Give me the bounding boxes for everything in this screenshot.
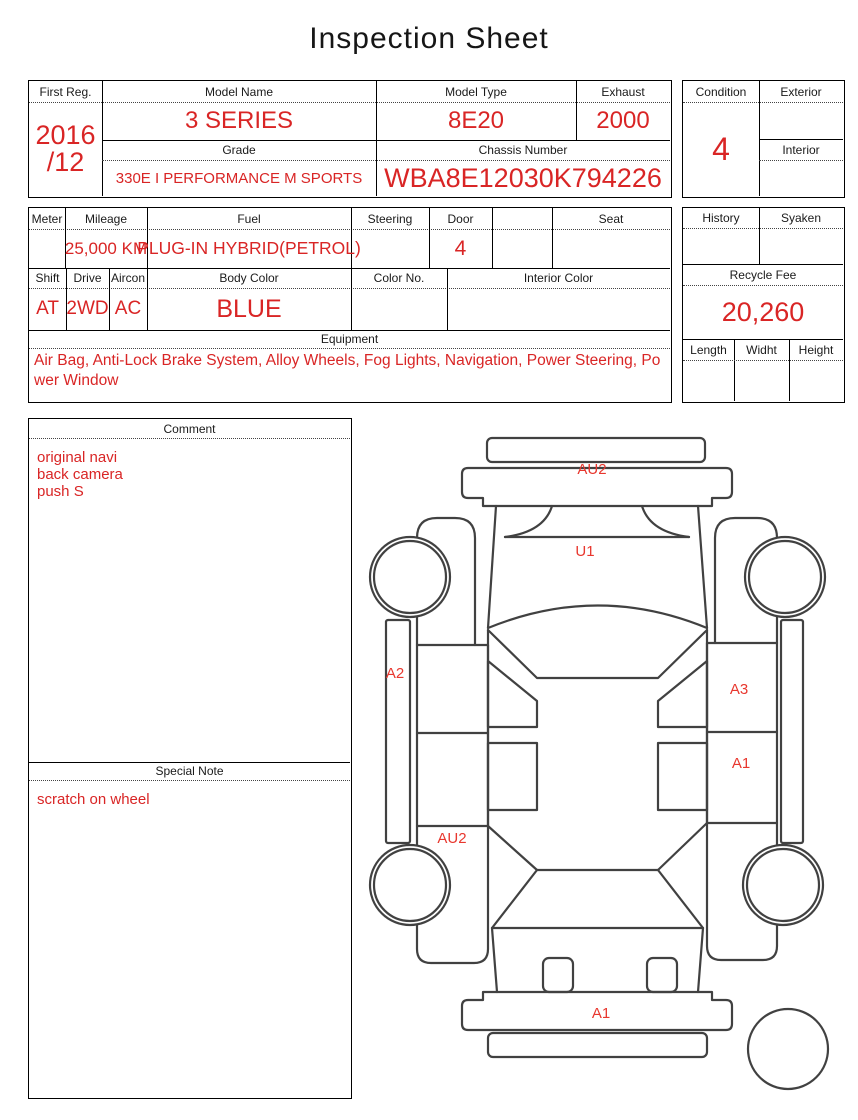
windshield-top-arc	[488, 606, 707, 629]
body-color-label: Body Color	[219, 271, 279, 285]
aircon-label: Aircon	[110, 271, 145, 285]
divider	[683, 360, 843, 361]
steering-label: Steering	[367, 211, 413, 226]
rear-plate-shape	[488, 1033, 707, 1057]
front-left-wheel	[370, 537, 450, 617]
condition-panel	[682, 80, 845, 198]
vehicle-identity-table	[28, 80, 672, 198]
divider	[759, 160, 843, 161]
width-label: Widht	[746, 342, 777, 357]
model-type-label: Model Type	[445, 84, 507, 99]
right-rear-window	[658, 743, 707, 810]
notes-box	[28, 418, 352, 1099]
model-name-value: 3 SERIES	[184, 107, 294, 134]
first-reg-month: /12	[46, 147, 85, 177]
left-headlight-arc	[505, 506, 552, 537]
divider	[492, 208, 493, 268]
equipment-label: Equipment	[320, 332, 379, 346]
divider	[29, 780, 350, 781]
right-headlight-arc	[642, 506, 689, 537]
left-sill	[386, 620, 410, 843]
model-type-value: 8E20	[447, 107, 505, 134]
drive-label: Drive	[73, 271, 102, 285]
chassis-number-value: WBA8E12030K794226	[384, 162, 662, 193]
left-tail-light	[543, 958, 573, 992]
comment-label: Comment	[163, 421, 216, 436]
fuel-label: Fuel	[237, 211, 261, 226]
spare-wheel	[748, 1009, 828, 1089]
door-label: Door	[447, 211, 474, 226]
body-color-value: BLUE	[216, 294, 282, 323]
front-right-wheel	[745, 537, 825, 617]
right-panel-separators	[707, 643, 777, 823]
vehicle-details-table	[28, 207, 672, 403]
front-plate-shape	[487, 438, 705, 462]
rear-window-right	[658, 870, 703, 928]
comment-line: original navi	[37, 449, 118, 466]
divider	[29, 438, 350, 439]
interior-label: Interior	[782, 142, 820, 157]
drive-value: 2WD	[66, 298, 109, 319]
seat-label: Seat	[598, 211, 624, 226]
special-note-label: Special Note	[155, 764, 224, 778]
exhaust-value: 2000	[596, 107, 650, 134]
comment-line: back camera	[37, 466, 123, 483]
interior-color-label: Interior Color	[523, 271, 594, 285]
mileage-label: Mileage	[84, 211, 128, 226]
damage-label-rear-bumper: A1	[591, 1005, 611, 1022]
color-no-label: Color No.	[373, 271, 425, 285]
divider	[683, 228, 843, 229]
shift-value: AT	[36, 298, 59, 319]
aircon-value: AC	[114, 298, 142, 319]
hood-left-edge	[488, 506, 496, 628]
damage-label-front-bumper: AU2	[577, 461, 607, 478]
exhaust-label: Exhaust	[601, 84, 645, 99]
left-panel-separators	[417, 645, 488, 826]
model-name-label: Model Name	[204, 84, 274, 99]
fuel-value: PLUG-IN HYBRID(PETROL)	[137, 238, 361, 258]
recycle-fee-value: 20,260	[721, 296, 805, 327]
left-rear-window	[488, 743, 537, 810]
windshield-bottom	[488, 630, 707, 678]
comment-line: push S	[37, 483, 84, 500]
right-tail-light	[647, 958, 677, 992]
admin-panel	[682, 207, 845, 403]
page-title: Inspection Sheet	[309, 22, 549, 55]
hood-right-edge	[698, 506, 707, 628]
shift-label: Shift	[35, 271, 60, 285]
first-reg-label: First Reg.	[39, 84, 92, 99]
car-damage-diagram	[358, 428, 858, 1118]
special-note-text: scratch on wheel	[37, 791, 150, 808]
damage-label-left-sill: A2	[385, 665, 405, 682]
recycle-fee-label: Recycle Fee	[729, 267, 797, 282]
trunk-left-edge	[492, 928, 497, 992]
damage-label-right-front-door: A3	[729, 681, 749, 698]
right-c-pillar	[658, 823, 707, 870]
first-reg-year: 2016	[35, 120, 96, 150]
rear-right-wheel	[743, 845, 823, 925]
first-reg-value	[29, 102, 102, 196]
chassis-number-label: Chassis Number	[478, 143, 568, 157]
trunk-right-edge	[698, 928, 703, 992]
exterior-label: Exterior	[780, 84, 822, 99]
grade-label: Grade	[222, 143, 256, 157]
damage-label-left-quarter: AU2	[437, 830, 467, 847]
meter-label: Meter	[31, 211, 63, 226]
syaken-label: Syaken	[780, 211, 822, 225]
condition-label: Condition	[695, 84, 747, 99]
grade-value: 330E I PERFORMANCE M SPORTS	[115, 169, 363, 187]
rear-window-left	[492, 870, 537, 928]
left-c-pillar	[488, 826, 537, 870]
length-label: Length	[690, 342, 727, 357]
rear-left-wheel	[370, 845, 450, 925]
condition-value: 4	[712, 130, 730, 167]
height-label: Height	[798, 342, 834, 357]
equipment-value: Air Bag, Anti-Lock Brake System, Alloy Wheels, Fog Lights, Navigation, Power Steering, Power Window	[34, 352, 661, 389]
damage-label-right-rear-door: A1	[731, 755, 751, 772]
mileage-value: 25,000 KM	[64, 238, 148, 258]
damage-label-hood: U1	[575, 543, 595, 560]
comment-text	[29, 441, 352, 500]
door-value: 4	[454, 236, 467, 260]
right-sill	[781, 620, 803, 843]
history-label: History	[702, 211, 740, 225]
